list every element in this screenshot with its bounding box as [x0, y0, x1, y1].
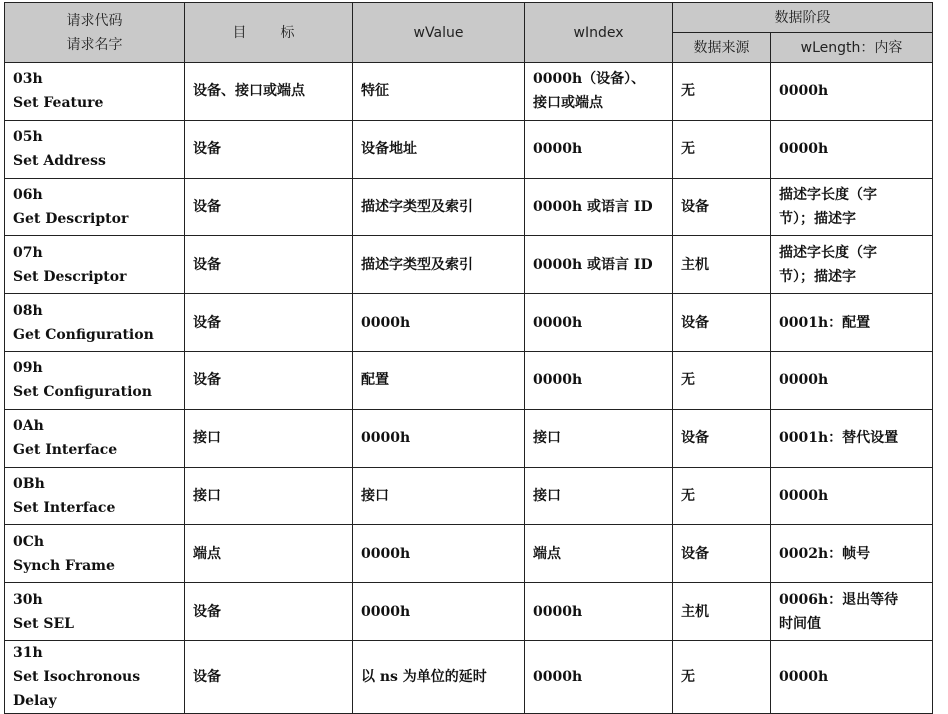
table-row	[5, 236, 933, 294]
wvalue-cell	[353, 467, 525, 525]
content-cell-line: 0006h：退出等待	[779, 591, 899, 608]
data-source-cell-line: 主机	[681, 256, 709, 273]
request-code-name-cell	[5, 178, 185, 236]
header-request-code-name	[5, 3, 185, 63]
wvalue-cell	[353, 351, 525, 409]
content-cell	[771, 120, 933, 178]
content-cell	[771, 640, 933, 713]
target-cell	[185, 120, 353, 178]
request-code-name-cell-line: Set Address	[13, 153, 106, 170]
wvalue-cell-line: 0000h	[361, 430, 411, 447]
header-request-name: 请求名字	[66, 36, 123, 53]
content-cell-line: 0000h	[779, 668, 829, 685]
header-target-label: 目 标	[232, 24, 305, 41]
windex-cell-line: 接口或端点	[533, 95, 603, 112]
request-code-name-cell-line: 03h	[13, 71, 43, 88]
content-cell	[771, 294, 933, 352]
target-cell-line: 设备	[193, 198, 221, 215]
windex-cell-line: 0000h	[533, 372, 583, 389]
target-cell	[185, 236, 353, 294]
wvalue-cell-line: 配置	[361, 372, 389, 389]
table-row	[5, 525, 933, 583]
request-code-name-cell	[5, 63, 185, 121]
windex-cell	[525, 120, 673, 178]
content-cell	[771, 525, 933, 583]
table-row	[5, 63, 933, 121]
header-data-stage: 数据阶段	[673, 3, 933, 33]
request-code-name-cell-line: Set Feature	[13, 95, 104, 112]
data-source-cell	[673, 63, 771, 121]
content-cell-line: 描述字长度（字	[779, 244, 877, 261]
data-source-cell	[673, 409, 771, 467]
content-cell	[771, 236, 933, 294]
windex-cell	[525, 409, 673, 467]
target-cell	[185, 178, 353, 236]
request-code-name-cell	[5, 294, 185, 352]
wvalue-cell	[353, 409, 525, 467]
target-cell-line: 端点	[193, 545, 221, 562]
wvalue-cell-line: 以 ns 为单位的延时	[361, 668, 487, 685]
request-code-name-cell-line: Set Descriptor	[13, 268, 127, 285]
wvalue-cell	[353, 525, 525, 583]
request-code-name-cell-line: 0Bh	[13, 475, 45, 492]
wvalue-cell-line: 描述字类型及索引	[361, 198, 473, 215]
request-code-name-cell-line: Set Isochronous Delay	[13, 668, 141, 709]
data-source-cell	[673, 351, 771, 409]
windex-cell	[525, 467, 673, 525]
windex-cell-line: 端点	[533, 545, 561, 562]
data-source-cell	[673, 178, 771, 236]
data-source-cell	[673, 120, 771, 178]
request-code-name-cell-line: 05h	[13, 129, 43, 146]
request-code-name-cell-line: 30h	[13, 591, 43, 608]
content-cell-line: 0000h	[779, 372, 829, 389]
table-row	[5, 294, 933, 352]
target-cell	[185, 525, 353, 583]
request-code-name-cell-line: 31h	[13, 644, 43, 661]
request-code-name-cell-line: Synch Frame	[13, 557, 115, 574]
request-code-name-cell-line: 06h	[13, 186, 43, 203]
data-source-cell-line: 设备	[681, 430, 709, 447]
data-source-cell-line: 设备	[681, 314, 709, 331]
content-cell	[771, 63, 933, 121]
table-row	[5, 640, 933, 713]
wvalue-cell-line: 0000h	[361, 314, 411, 331]
content-cell	[771, 409, 933, 467]
windex-cell-line: 接口	[533, 430, 561, 447]
windex-cell-line: 0000h	[533, 668, 583, 685]
request-code-name-cell	[5, 467, 185, 525]
windex-cell	[525, 236, 673, 294]
wvalue-cell	[353, 583, 525, 641]
windex-cell	[525, 640, 673, 713]
windex-cell	[525, 525, 673, 583]
data-source-cell	[673, 236, 771, 294]
table-row	[5, 120, 933, 178]
wvalue-cell-line: 描述字类型及索引	[361, 256, 473, 273]
request-code-name-cell-line: Get Configuration	[13, 326, 154, 343]
header-data-source: 数据来源	[673, 33, 771, 63]
table-header	[5, 3, 933, 63]
content-cell-line: 0001h：替代设置	[779, 430, 899, 447]
request-code-name-cell	[5, 525, 185, 583]
content-cell	[771, 351, 933, 409]
request-code-name-cell-line: 07h	[13, 244, 43, 261]
data-source-cell-line: 主机	[681, 603, 709, 620]
content-cell-line: 0000h	[779, 141, 829, 158]
request-code-name-cell-line: Set SEL	[13, 615, 74, 632]
data-source-cell	[673, 640, 771, 713]
data-source-cell	[673, 467, 771, 525]
content-cell	[771, 178, 933, 236]
target-cell	[185, 351, 353, 409]
request-code-name-cell-line: Get Descriptor	[13, 210, 129, 227]
table-row	[5, 351, 933, 409]
data-source-cell-line: 无	[681, 668, 695, 685]
windex-cell-line: 0000h	[533, 603, 583, 620]
request-code-name-cell-line: 0Ch	[13, 533, 45, 550]
header-wlength-content: wLength：内容	[771, 33, 933, 63]
wvalue-cell	[353, 294, 525, 352]
request-code-name-cell-line: 08h	[13, 302, 43, 319]
request-code-name-cell	[5, 583, 185, 641]
content-cell-line: 节）；描述字	[779, 268, 856, 285]
usb-standard-requests-table	[4, 2, 933, 714]
header-request-code: 请求代码	[66, 12, 123, 29]
table-body	[5, 63, 933, 714]
wvalue-cell-line: 设备地址	[361, 141, 417, 158]
windex-cell-line: 接口	[533, 487, 561, 504]
windex-cell-line: 0000h	[533, 314, 583, 331]
header-target	[185, 3, 353, 63]
content-cell	[771, 583, 933, 641]
windex-cell	[525, 178, 673, 236]
wvalue-cell-line: 0000h	[361, 545, 411, 562]
content-cell-line: 0000h	[779, 487, 829, 504]
target-cell-line: 接口	[193, 430, 221, 447]
target-cell-line: 设备	[193, 603, 221, 620]
data-source-cell-line: 设备	[681, 198, 709, 215]
data-source-cell-line: 无	[681, 83, 695, 100]
request-code-name-cell-line: 0Ah	[13, 418, 44, 435]
windex-cell	[525, 351, 673, 409]
target-cell-line: 设备	[193, 256, 221, 273]
wvalue-cell	[353, 640, 525, 713]
content-cell	[771, 467, 933, 525]
request-code-name-cell-line: Set Interface	[13, 499, 116, 516]
request-code-name-cell	[5, 640, 185, 713]
content-cell-line: 时间值	[779, 615, 821, 632]
target-cell	[185, 63, 353, 121]
target-cell	[185, 294, 353, 352]
target-cell-line: 设备	[193, 141, 221, 158]
windex-cell	[525, 294, 673, 352]
windex-cell	[525, 583, 673, 641]
target-cell-line: 设备	[193, 372, 221, 389]
data-source-cell	[673, 294, 771, 352]
request-code-name-cell	[5, 236, 185, 294]
wvalue-cell-line: 特征	[361, 83, 389, 100]
target-cell-line: 设备	[193, 314, 221, 331]
data-source-cell-line: 无	[681, 487, 695, 504]
content-cell-line: 0002h：帧号	[779, 545, 871, 562]
content-cell-line: 节）；描述字	[779, 210, 856, 227]
request-code-name-cell-line: Get Interface	[13, 442, 118, 459]
request-code-name-cell	[5, 351, 185, 409]
data-source-cell-line: 无	[681, 141, 695, 158]
table-row	[5, 467, 933, 525]
request-code-name-cell-line: 09h	[13, 360, 43, 377]
data-source-cell-line: 无	[681, 372, 695, 389]
wvalue-cell-line: 接口	[361, 487, 389, 504]
target-cell-line: 接口	[193, 487, 221, 504]
wvalue-cell	[353, 120, 525, 178]
wvalue-cell	[353, 63, 525, 121]
data-source-cell	[673, 583, 771, 641]
header-row-1	[5, 3, 933, 33]
windex-cell-line: 0000h（设备）、	[533, 71, 646, 88]
target-cell	[185, 583, 353, 641]
request-code-name-cell	[5, 409, 185, 467]
content-cell-line: 描述字长度（字	[779, 186, 877, 203]
target-cell-line: 设备、接口或端点	[193, 83, 305, 100]
table-row	[5, 583, 933, 641]
table-row	[5, 409, 933, 467]
header-windex: wIndex	[525, 3, 673, 63]
windex-cell-line: 0000h 或语言 ID	[533, 198, 653, 215]
request-code-name-cell-line: Set Configuration	[13, 384, 152, 401]
table-row	[5, 178, 933, 236]
windex-cell-line: 0000h	[533, 141, 583, 158]
target-cell	[185, 467, 353, 525]
wvalue-cell	[353, 178, 525, 236]
wvalue-cell-line: 0000h	[361, 603, 411, 620]
target-cell	[185, 409, 353, 467]
request-code-name-cell	[5, 120, 185, 178]
header-wvalue: wValue	[353, 3, 525, 63]
content-cell-line: 0000h	[779, 83, 829, 100]
wvalue-cell	[353, 236, 525, 294]
data-source-cell-line: 设备	[681, 545, 709, 562]
data-source-cell	[673, 525, 771, 583]
content-cell-line: 0001h：配置	[779, 314, 871, 331]
windex-cell	[525, 63, 673, 121]
windex-cell-line: 0000h 或语言 ID	[533, 256, 653, 273]
target-cell	[185, 640, 353, 713]
target-cell-line: 设备	[193, 668, 221, 685]
